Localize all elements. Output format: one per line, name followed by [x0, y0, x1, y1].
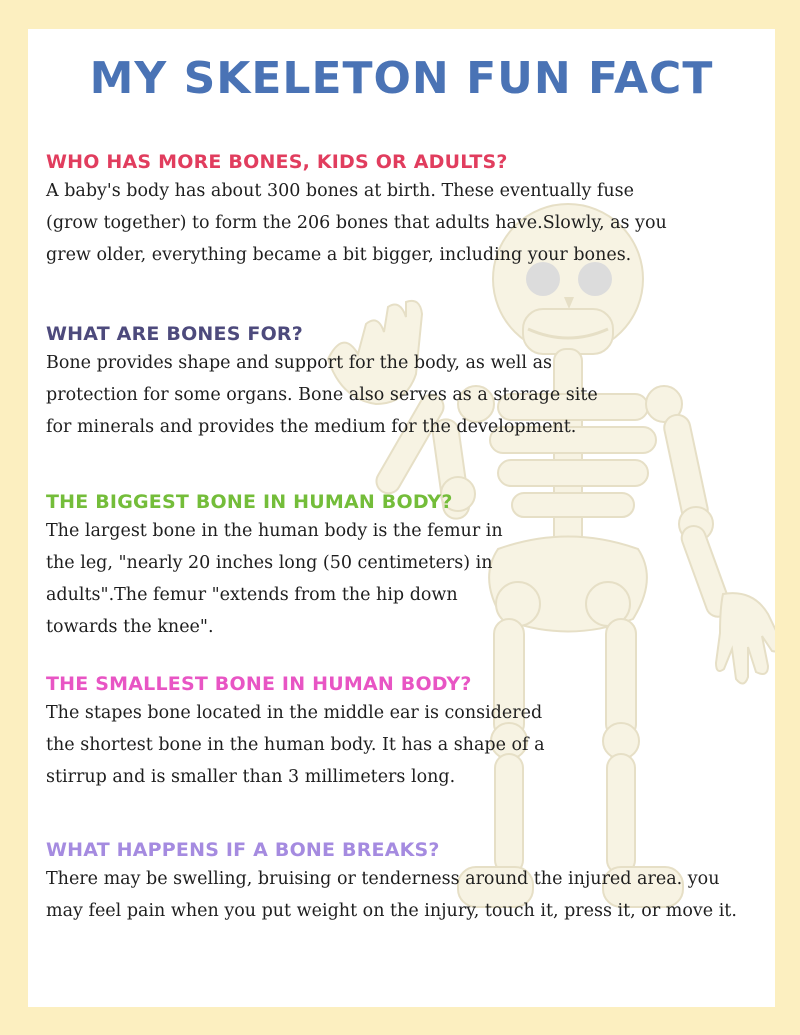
- section-body: Bone provides shape and support for the body, as well as protection for some organs. Bone also serves as a storage site for minerals and provides the medium for the development.: [46, 353, 598, 437]
- section-heading: WHO HAS MORE BONES, KIDS OR ADULTS?: [46, 151, 508, 173]
- section-body: The stapes bone located in the middle ear is considered the shortest bone in the human body. It has a shape of a stirrup and is smaller than 3 millimeters long.: [46, 703, 545, 787]
- fact-section-bone-purpose: [46, 321, 601, 443]
- section-heading: THE BIGGEST BONE IN HUMAN BODY?: [46, 491, 453, 513]
- section-body: A baby's body has about 300 bones at birth. These eventually fuse (grow together) to form the 206 bones that adults have.Slowly, as you grew older, everything became a bit bigger, including your bones.: [46, 181, 667, 265]
- section-heading: WHAT HAPPENS IF A BONE BREAKS?: [46, 839, 440, 861]
- fact-section-broken-bone: [46, 837, 756, 927]
- section-body: There may be swelling, bruising or tenderness around the injured area. you may feel pain when you put weight on the injury, touch it, press it, or move it.: [46, 869, 737, 921]
- femur: [606, 619, 636, 739]
- fact-section-bone-count: [46, 149, 686, 271]
- section-body: The largest bone in the human body is the femur in the leg, "nearly 20 inches long (50 centimeters) in adults".The femur "extends from the hip down towards the knee".: [46, 521, 503, 637]
- fact-section-smallest-bone: [46, 671, 546, 793]
- fact-section-biggest-bone: [46, 489, 516, 643]
- page-title: MY SKELETON FUN FACT: [89, 53, 714, 104]
- hand: [716, 593, 775, 683]
- rib: [498, 460, 648, 486]
- section-heading: THE SMALLEST BONE IN HUMAN BODY?: [46, 673, 472, 695]
- fact-sheet: [28, 29, 775, 1007]
- rib: [512, 493, 634, 517]
- section-heading: WHAT ARE BONES FOR?: [46, 323, 303, 345]
